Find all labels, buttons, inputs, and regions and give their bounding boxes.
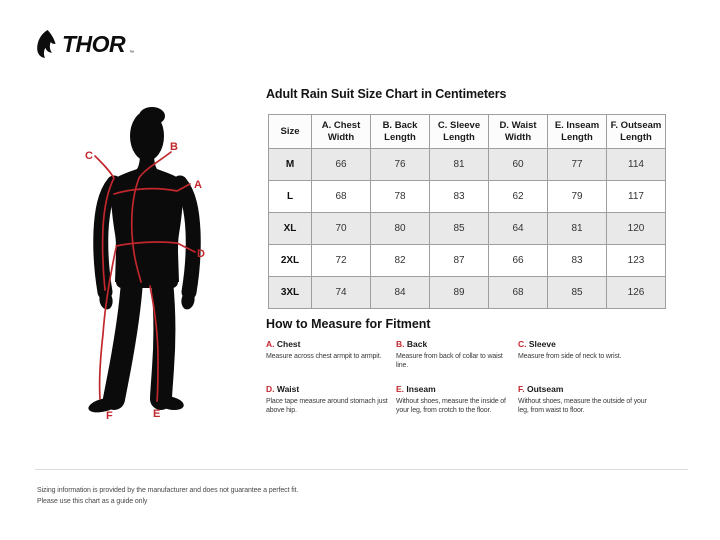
cell-outseam-length: 123 [607, 245, 666, 277]
measure-item-chest [266, 339, 396, 371]
body-measurement-diagram [58, 96, 248, 426]
header-text: A. Chest [321, 119, 361, 131]
measure-name: Waist [276, 383, 300, 394]
measure-name: Sleeve [528, 339, 556, 349]
header-text: Width [504, 131, 532, 143]
header-text: Size [280, 125, 300, 137]
column-header-outseam-length [607, 115, 666, 149]
cell-chest-width: 70 [312, 213, 371, 245]
column-header-inseam-length [548, 115, 607, 149]
cell-inseam-length: 83 [548, 245, 607, 277]
measure-item-sleeve [518, 339, 656, 371]
measure-section-heading: How to Measure for Fitment [266, 317, 431, 331]
header-text: Length [443, 131, 475, 143]
column-header-waist-width [489, 115, 548, 149]
size-label: L [269, 181, 312, 213]
table-row-xl [269, 213, 666, 245]
measure-letter: F. [518, 383, 525, 394]
cell-waist-width: 66 [489, 245, 548, 277]
thor-horn-icon [36, 30, 58, 58]
measure-item-outseam [518, 384, 656, 416]
cell-chest-width: 68 [312, 181, 371, 213]
cell-sleeve-length: 81 [430, 149, 489, 181]
marker-f-label: F [106, 410, 113, 422]
measure-letter: D. [266, 383, 275, 394]
cell-back-length: 76 [371, 149, 430, 181]
header-text: Width [327, 131, 355, 143]
measure-item-waist [266, 384, 396, 416]
header-text: E. Inseam [554, 119, 600, 131]
cell-outseam-length: 126 [607, 277, 666, 309]
size-table-body [269, 149, 666, 309]
cell-waist-width: 62 [489, 181, 548, 213]
disclaimer-text [37, 486, 298, 507]
marker-d-label: D [197, 248, 205, 260]
measure-item-inseam [396, 384, 518, 416]
measure-item-description: Place tape measure around stomach just above hip. [266, 397, 388, 415]
trademark-symbol: ™ [129, 50, 135, 56]
measure-item-description: Measure from side of neck to wrist. [518, 353, 622, 360]
measure-name: Back [406, 339, 428, 349]
cell-back-length: 82 [371, 245, 430, 277]
measure-name: Outseam [527, 383, 564, 394]
cell-inseam-length: 77 [548, 149, 607, 181]
measure-letter: A. [266, 339, 275, 349]
cell-inseam-length: 79 [548, 181, 607, 213]
cell-sleeve-length: 87 [430, 245, 489, 277]
measure-item-label [518, 339, 650, 349]
header-text: Length [384, 131, 416, 143]
cell-outseam-length: 114 [607, 149, 666, 181]
measure-letter: B. [396, 339, 405, 349]
measure-item-label [266, 339, 390, 349]
thor-logo-wordmark: THOR [62, 30, 126, 57]
marker-b-label: B [170, 141, 178, 153]
cell-sleeve-length: 83 [430, 181, 489, 213]
disclaimer-line-2: Please use this chart as a guide only [37, 497, 148, 505]
header-text: C. Sleeve [437, 119, 481, 131]
table-row-2xl [269, 245, 666, 277]
marker-a-label: A [194, 179, 202, 191]
measure-name: Chest [276, 339, 301, 349]
measure-item-label [518, 384, 650, 394]
column-header-back-length [371, 115, 430, 149]
marker-e-label: E [153, 408, 161, 420]
column-header-sleeve-length [430, 115, 489, 149]
cell-inseam-length: 85 [548, 277, 607, 309]
measure-item-label [396, 339, 512, 349]
thor-logo [36, 30, 134, 58]
header-text: D. Waist [499, 119, 537, 131]
disclaimer-line-1: Sizing information is provided by the manufacturer and does not guarantee a perfect fit. [37, 487, 299, 494]
header-text: Length [561, 131, 593, 143]
measure-name: Inseam [406, 383, 436, 394]
measure-instructions [266, 339, 656, 416]
size-table [268, 114, 666, 309]
cell-waist-width: 68 [489, 277, 548, 309]
table-row-l [269, 181, 666, 213]
cell-sleeve-length: 85 [430, 213, 489, 245]
header-text: B. Back [382, 119, 418, 131]
column-header-size [269, 115, 312, 149]
cell-back-length: 80 [371, 213, 430, 245]
size-label: 2XL [269, 245, 312, 277]
table-row-3xl [269, 277, 666, 309]
cell-back-length: 78 [371, 181, 430, 213]
measure-letter: C. [518, 339, 527, 349]
size-label: M [269, 149, 312, 181]
cell-waist-width: 60 [489, 149, 548, 181]
measure-item-label [396, 384, 512, 394]
cell-chest-width: 74 [312, 277, 371, 309]
header-text: F. Outseam [610, 119, 662, 131]
marker-c-label: C [85, 150, 93, 162]
cell-chest-width: 66 [312, 149, 371, 181]
cell-outseam-length: 117 [607, 181, 666, 213]
cell-sleeve-length: 89 [430, 277, 489, 309]
cell-inseam-length: 81 [548, 213, 607, 245]
footer-divider [35, 469, 688, 470]
header-row [269, 115, 666, 149]
measure-item-back [396, 339, 518, 371]
measure-item-description: Without shoes, measure the outside of your leg, from waist to floor. [518, 397, 647, 415]
measure-item-description: Measure from back of collar to waist line. [396, 353, 503, 370]
size-table-header [269, 115, 666, 149]
cell-outseam-length: 120 [607, 213, 666, 245]
measure-item-label [266, 384, 390, 394]
cell-back-length: 84 [371, 277, 430, 309]
measure-item-description: Measure across chest armpit to armpit. [266, 353, 382, 360]
measure-item-description: Without shoes, measure the inside of your leg, from crotch to the floor. [396, 397, 506, 415]
cell-waist-width: 64 [489, 213, 548, 245]
header-text: Length [620, 131, 652, 143]
measure-letter: E. [396, 383, 405, 394]
column-header-chest-width [312, 115, 371, 149]
page-title: Adult Rain Suit Size Chart in Centimeters [266, 87, 507, 101]
cell-chest-width: 72 [312, 245, 371, 277]
size-label: 3XL [269, 277, 312, 309]
size-label: XL [269, 213, 312, 245]
table-row-m [269, 149, 666, 181]
